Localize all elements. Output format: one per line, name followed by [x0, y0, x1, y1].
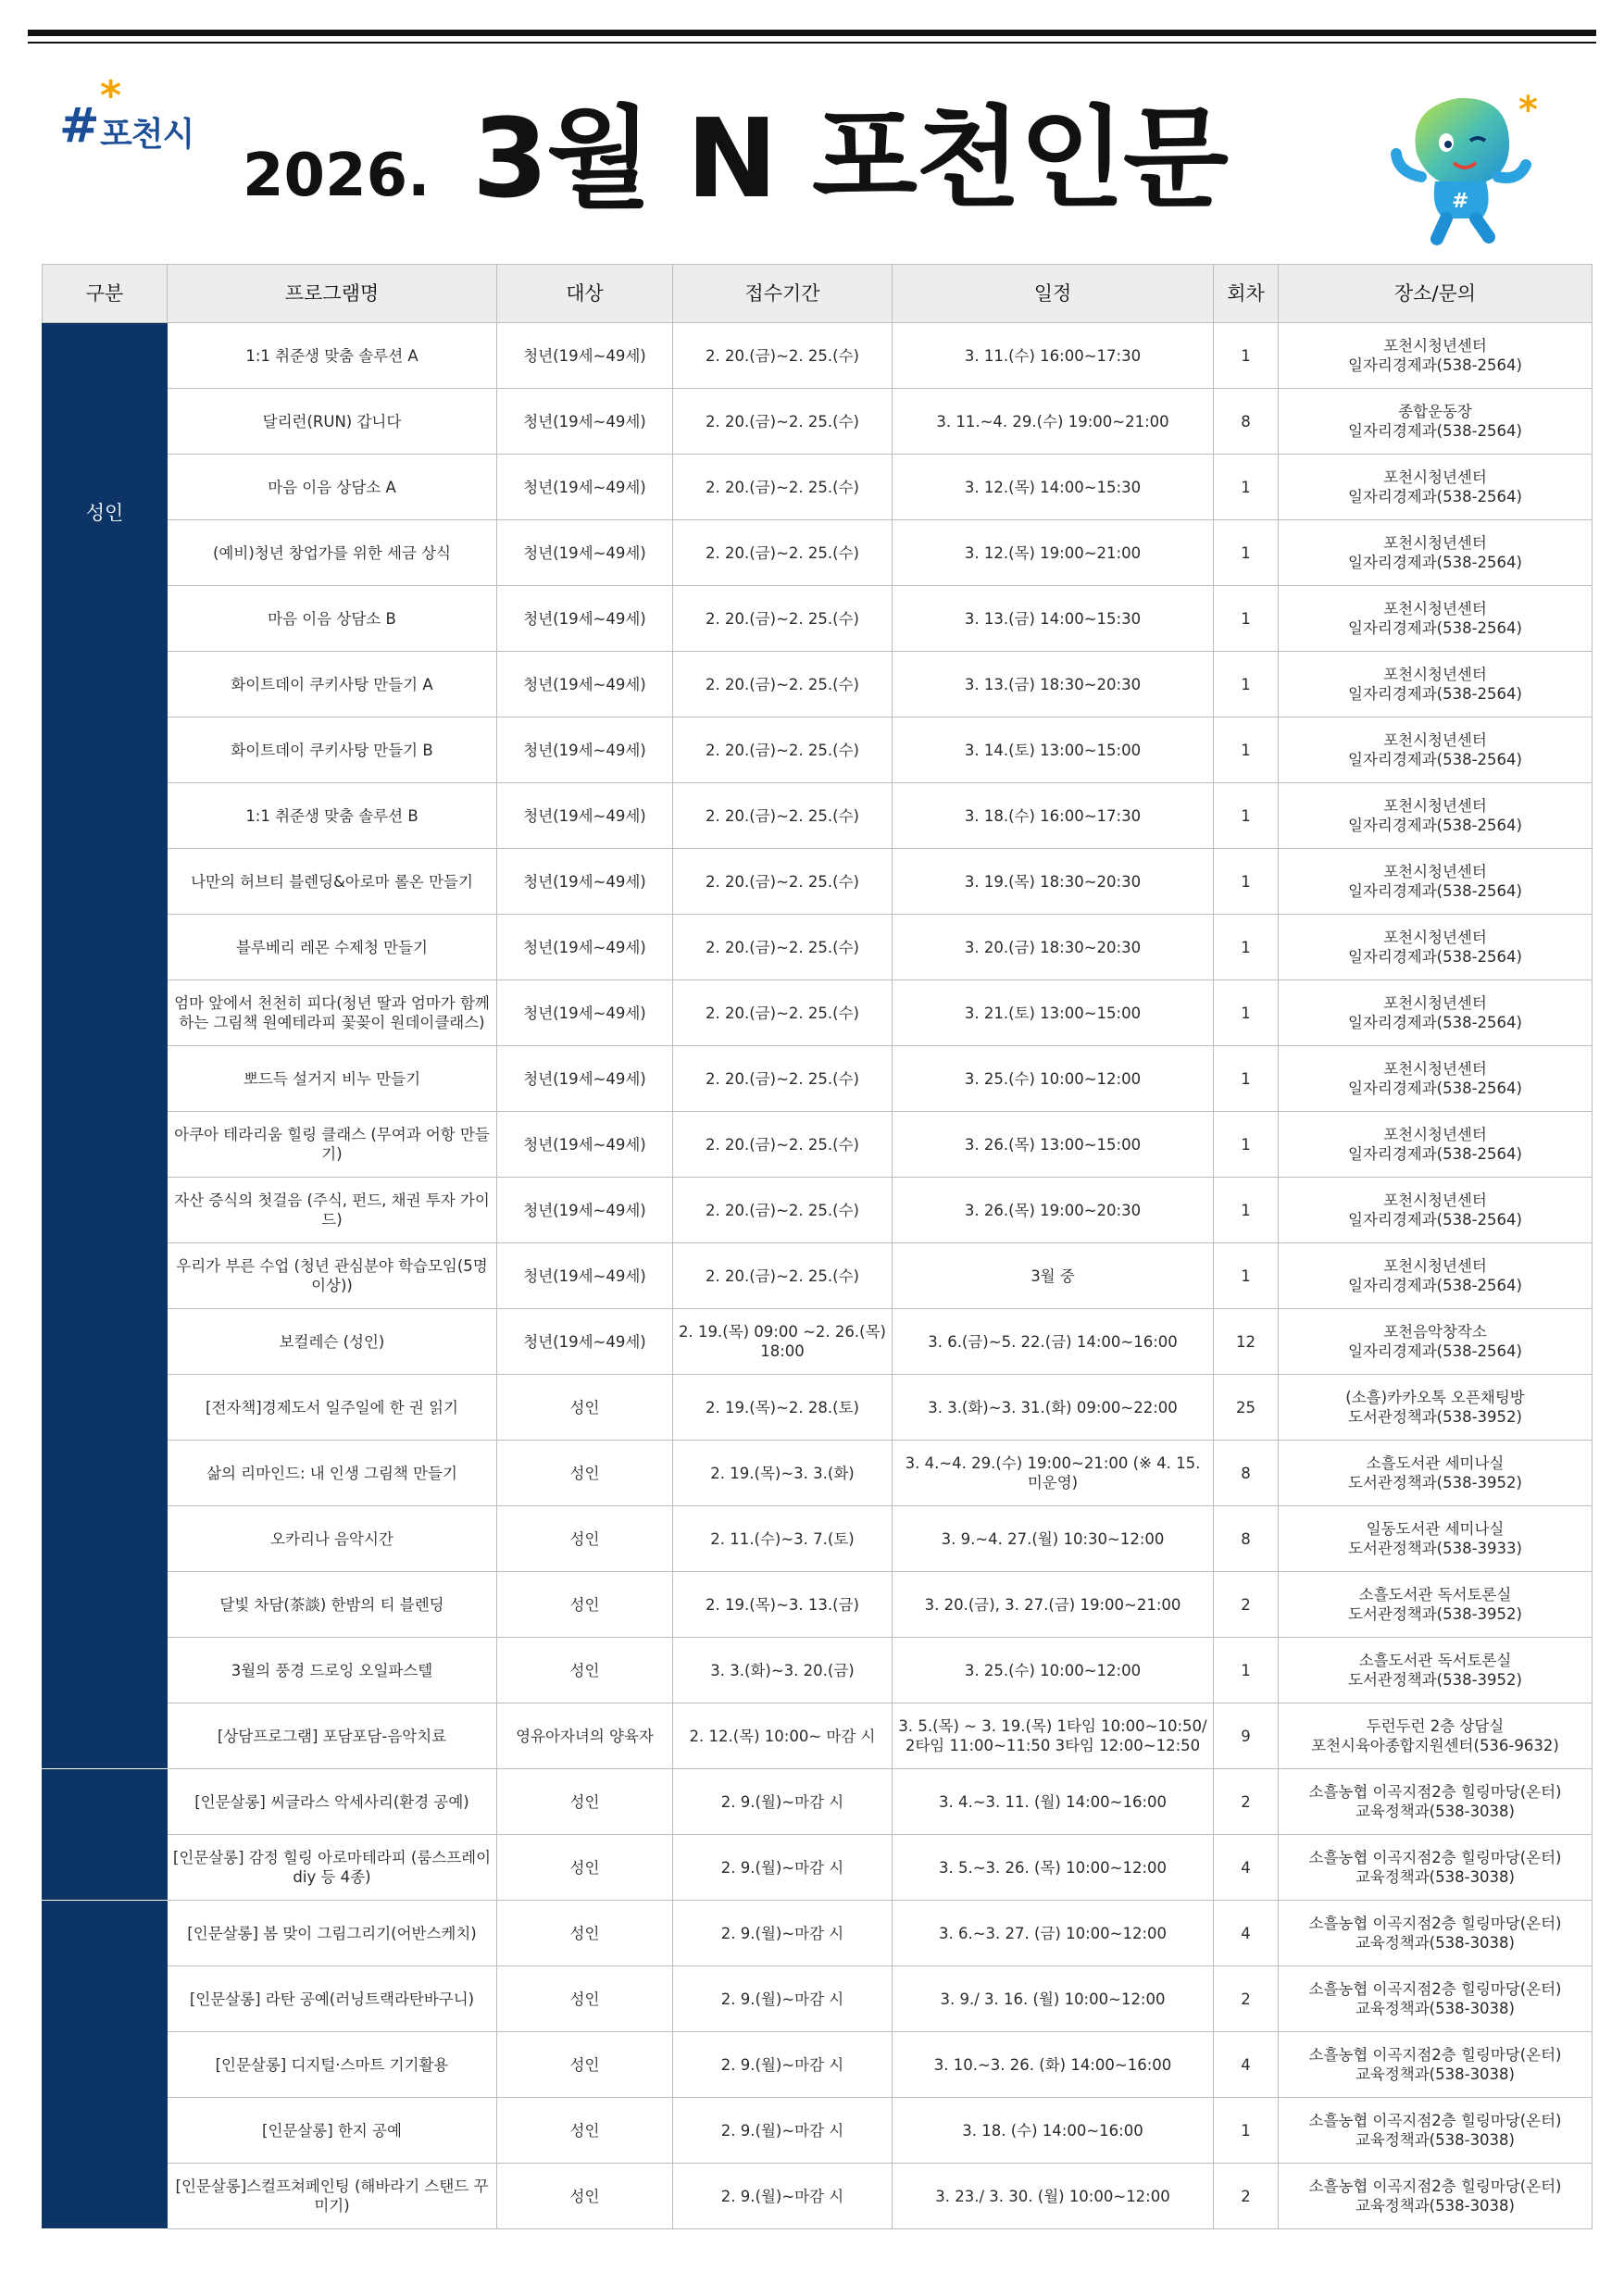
registration-period-cell: 2. 20.(금)~2. 25.(수) [673, 849, 893, 915]
table-row [43, 915, 1593, 980]
session-count-cell: 1 [1214, 1112, 1279, 1178]
place-contact-cell [1279, 849, 1593, 915]
contact-text: 일자리경제과(538-2564) [1348, 1277, 1522, 1294]
schedule-cell: 3. 23./ 3. 30. (월) 10:00~12:00 [893, 2164, 1214, 2229]
session-count-cell: 2 [1214, 1966, 1279, 2032]
registration-period-cell: 2. 9.(월)~마감 시 [673, 2164, 893, 2229]
registration-period-cell: 2. 9.(월)~마감 시 [673, 1901, 893, 1966]
registration-period-cell: 2. 20.(금)~2. 25.(수) [673, 389, 893, 455]
table-row [43, 1046, 1593, 1112]
program-name-cell: 달리런(RUN) 갑니다 [168, 389, 497, 455]
program-table [42, 264, 1593, 2229]
table-row [43, 1835, 1593, 1901]
registration-period-cell: 2. 20.(금)~2. 25.(수) [673, 1178, 893, 1243]
category-cell [43, 323, 168, 1769]
table-row [43, 1243, 1593, 1309]
session-count-cell: 2 [1214, 1769, 1279, 1835]
registration-period-cell: 2. 19.(목)~2. 28.(토) [673, 1375, 893, 1441]
place-text: 두런두런 2층 상담실 [1366, 1717, 1505, 1735]
registration-period-cell: 2. 20.(금)~2. 25.(수) [673, 520, 893, 586]
session-count-cell: 1 [1214, 520, 1279, 586]
schedule-cell: 3. 19.(목) 18:30~20:30 [893, 849, 1214, 915]
program-name-cell: [전자책]경제도서 일주일에 한 권 읽기 [168, 1375, 497, 1441]
place-contact-cell [1279, 2032, 1593, 2098]
program-name-cell: 아쿠아 테라리움 힐링 클래스 (무여과 어항 만들기) [168, 1112, 497, 1178]
session-count-cell: 1 [1214, 323, 1279, 389]
target-audience-cell: 청년(19세~49세) [497, 586, 673, 652]
target-audience-cell: 청년(19세~49세) [497, 718, 673, 783]
schedule-cell: 3. 26.(목) 13:00~15:00 [893, 1112, 1214, 1178]
table-row [43, 849, 1593, 915]
registration-period-cell: 2. 20.(금)~2. 25.(수) [673, 455, 893, 520]
program-name-cell: [인문살롱] 디지털·스마트 기기활용 [168, 2032, 497, 2098]
contact-text: 교육정책과(538-3038) [1355, 1803, 1515, 1820]
session-count-cell: 12 [1214, 1309, 1279, 1375]
registration-period-cell: 2. 20.(금)~2. 25.(수) [673, 323, 893, 389]
registration-period-cell: 2. 19.(목)~3. 3.(화) [673, 1441, 893, 1506]
table-row [43, 586, 1593, 652]
target-audience-cell: 성인 [497, 2032, 673, 2098]
place-contact-cell [1279, 1506, 1593, 1572]
program-name-cell: 1:1 취준생 맞춤 솔루션 A [168, 323, 497, 389]
program-name-cell: 화이트데이 쿠키사탕 만들기 B [168, 718, 497, 783]
contact-text: 도서관정책과(538-3952) [1348, 1408, 1522, 1426]
schedule-cell: 3. 13.(금) 18:30~20:30 [893, 652, 1214, 718]
col-header-program: 프로그램명 [168, 265, 497, 323]
contact-text: 일자리경제과(538-2564) [1348, 882, 1522, 900]
registration-period-cell: 2. 20.(금)~2. 25.(수) [673, 1112, 893, 1178]
target-audience-cell: 성인 [497, 1835, 673, 1901]
place-text: 소흘도서관 독서토론실 [1358, 1652, 1512, 1669]
schedule-cell: 3. 26.(목) 19:00~20:30 [893, 1178, 1214, 1243]
place-contact-cell [1279, 1638, 1593, 1703]
table-row [43, 389, 1593, 455]
session-count-cell: 1 [1214, 1046, 1279, 1112]
place-contact-cell [1279, 1375, 1593, 1441]
place-text: 포천시청년센터 [1383, 1192, 1487, 1209]
program-name-cell: [인문살롱] 씨글라스 악세사리(환경 공예) [168, 1769, 497, 1835]
target-audience-cell: 성인 [497, 1375, 673, 1441]
contact-text: 일자리경제과(538-2564) [1348, 751, 1522, 768]
table-row [43, 652, 1593, 718]
schedule-cell: 3. 18. (수) 14:00~16:00 [893, 2098, 1214, 2164]
table-row [43, 1572, 1593, 1638]
place-text: 소흘도서관 세미나실 [1366, 1454, 1505, 1472]
place-contact-cell [1279, 1243, 1593, 1309]
table-row [43, 323, 1593, 389]
contact-text: 교육정책과(538-3038) [1355, 2197, 1515, 2215]
target-audience-cell: 성인 [497, 2164, 673, 2229]
session-count-cell: 1 [1214, 455, 1279, 520]
place-text: 포천시청년센터 [1383, 337, 1487, 355]
session-count-cell: 1 [1214, 849, 1279, 915]
program-name-cell: [인문살롱]스컬프쳐페인팅 (해바라기 스탠드 꾸미기) [168, 2164, 497, 2229]
place-contact-cell [1279, 2098, 1593, 2164]
target-audience-cell: 청년(19세~49세) [497, 1309, 673, 1375]
place-text: 포천시청년센터 [1383, 863, 1487, 880]
target-audience-cell: 청년(19세~49세) [497, 849, 673, 915]
session-count-cell: 1 [1214, 915, 1279, 980]
session-count-cell: 9 [1214, 1703, 1279, 1769]
program-name-cell: 마음 이음 상담소 B [168, 586, 497, 652]
place-text: 종합운동장 [1398, 403, 1472, 420]
place-contact-cell [1279, 1046, 1593, 1112]
session-count-cell: 1 [1214, 652, 1279, 718]
registration-period-cell: 3. 3.(화)~3. 20.(금) [673, 1638, 893, 1703]
category-label: 성인 [85, 502, 124, 524]
registration-period-cell: 2. 19.(목) 09:00 ~2. 26.(목) 18:00 [673, 1309, 893, 1375]
contact-text: 교육정책과(538-3038) [1355, 2131, 1515, 2149]
place-text: 포천시청년센터 [1383, 1257, 1487, 1275]
schedule-cell: 3. 25.(수) 10:00~12:00 [893, 1638, 1214, 1703]
schedule-cell: 3. 12.(목) 19:00~21:00 [893, 520, 1214, 586]
place-text: 소흘농협 이곡지점2층 힐링마당(온터) [1308, 1849, 1562, 1866]
col-header-count: 회차 [1214, 265, 1279, 323]
place-contact-cell [1279, 520, 1593, 586]
place-contact-cell [1279, 586, 1593, 652]
contact-text: 일자리경제과(538-2564) [1348, 488, 1522, 505]
table-row [43, 1375, 1593, 1441]
program-name-cell: (예비)청년 창업가를 위한 세금 상식 [168, 520, 497, 586]
col-header-target: 대상 [497, 265, 673, 323]
schedule-cell: 3월 중 [893, 1243, 1214, 1309]
target-audience-cell: 청년(19세~49세) [497, 783, 673, 849]
contact-text: 도서관정책과(538-3952) [1348, 1605, 1522, 1623]
table-row [43, 1703, 1593, 1769]
program-name-cell: 블루베리 레몬 수제청 만들기 [168, 915, 497, 980]
category-cell [43, 1901, 168, 2229]
place-contact-cell [1279, 1966, 1593, 2032]
registration-period-cell: 2. 9.(월)~마감 시 [673, 1966, 893, 2032]
session-count-cell: 2 [1214, 1572, 1279, 1638]
place-text: 포천시청년센터 [1383, 1126, 1487, 1143]
program-name-cell: 3월의 풍경 드로잉 오일파스텔 [168, 1638, 497, 1703]
target-audience-cell: 청년(19세~49세) [497, 980, 673, 1046]
schedule-cell: 3. 18.(수) 16:00~17:30 [893, 783, 1214, 849]
place-contact-cell [1279, 1703, 1593, 1769]
target-audience-cell: 청년(19세~49세) [497, 389, 673, 455]
place-contact-cell [1279, 2164, 1593, 2229]
table-row [43, 1441, 1593, 1506]
place-contact-cell [1279, 1835, 1593, 1901]
table-row [43, 980, 1593, 1046]
target-audience-cell: 성인 [497, 1638, 673, 1703]
target-audience-cell: 성인 [497, 1769, 673, 1835]
table-row [43, 1112, 1593, 1178]
program-name-cell: 화이트데이 쿠키사탕 만들기 A [168, 652, 497, 718]
schedule-cell: 3. 3.(화)~3. 31.(화) 09:00~22:00 [893, 1375, 1214, 1441]
target-audience-cell: 영유아자녀의 양육자 [497, 1703, 673, 1769]
contact-text: 포천시육아종합지원센터(536-9632) [1311, 1737, 1559, 1754]
table-header-row [43, 265, 1593, 323]
program-name-cell: [인문살롱] 한지 공예 [168, 2098, 497, 2164]
schedule-cell: 3. 6.~3. 27. (금) 10:00~12:00 [893, 1901, 1214, 1966]
registration-period-cell: 2. 9.(월)~마감 시 [673, 1769, 893, 1835]
target-audience-cell: 청년(19세~49세) [497, 1046, 673, 1112]
registration-period-cell: 2. 9.(월)~마감 시 [673, 2032, 893, 2098]
place-text: 소흘농협 이곡지점2층 힐링마당(온터) [1308, 2112, 1562, 2129]
place-contact-cell [1279, 389, 1593, 455]
place-text: 소흘농협 이곡지점2층 힐링마당(온터) [1308, 1980, 1562, 1998]
target-audience-cell: 청년(19세~49세) [497, 455, 673, 520]
contact-text: 일자리경제과(538-2564) [1348, 619, 1522, 637]
registration-period-cell: 2. 20.(금)~2. 25.(수) [673, 652, 893, 718]
program-name-cell: 1:1 취준생 맞춤 솔루션 B [168, 783, 497, 849]
place-contact-cell [1279, 1112, 1593, 1178]
session-count-cell: 1 [1214, 718, 1279, 783]
table-row [43, 2032, 1593, 2098]
target-audience-cell: 청년(19세~49세) [497, 1112, 673, 1178]
registration-period-cell: 2. 20.(금)~2. 25.(수) [673, 718, 893, 783]
table-row [43, 1638, 1593, 1703]
program-name-cell: 달빛 차담(茶談) 한밤의 티 블렌딩 [168, 1572, 497, 1638]
session-count-cell: 25 [1214, 1375, 1279, 1441]
target-audience-cell: 성인 [497, 2098, 673, 2164]
place-text: (소흘)카카오톡 오픈채팅방 [1345, 1389, 1525, 1406]
contact-text: 일자리경제과(538-2564) [1348, 1211, 1522, 1229]
registration-period-cell: 2. 9.(월)~마감 시 [673, 2098, 893, 2164]
col-header-period: 접수기간 [673, 265, 893, 323]
place-text: 포천시청년센터 [1383, 666, 1487, 683]
contact-text: 교육정책과(538-3038) [1355, 2065, 1515, 2083]
place-contact-cell [1279, 1572, 1593, 1638]
table-row [43, 2164, 1593, 2229]
place-contact-cell [1279, 1309, 1593, 1375]
schedule-cell: 3. 6.(금)~5. 22.(금) 14:00~16:00 [893, 1309, 1214, 1375]
contact-text: 도서관정책과(538-3952) [1348, 1474, 1522, 1491]
target-audience-cell: 청년(19세~49세) [497, 323, 673, 389]
registration-period-cell: 2. 20.(금)~2. 25.(수) [673, 915, 893, 980]
contact-text: 교육정책과(538-3038) [1355, 1934, 1515, 1952]
place-contact-cell [1279, 1901, 1593, 1966]
table-row [43, 783, 1593, 849]
contact-text: 일자리경제과(538-2564) [1348, 685, 1522, 703]
schedule-cell: 3. 5.(목) ~ 3. 19.(목) 1타임 10:00~10:50/ 2타임 11:00~11:50 3타임 12:00~12:50 [893, 1703, 1214, 1769]
place-contact-cell [1279, 1769, 1593, 1835]
place-contact-cell [1279, 783, 1593, 849]
schedule-cell: 3. 11.~4. 29.(수) 19:00~21:00 [893, 389, 1214, 455]
place-contact-cell [1279, 915, 1593, 980]
contact-text: 일자리경제과(538-2564) [1348, 422, 1522, 440]
place-text: 포천시청년센터 [1383, 468, 1487, 486]
year-label: 2026. [243, 142, 431, 210]
table-row [43, 520, 1593, 586]
target-audience-cell: 청년(19세~49세) [497, 1178, 673, 1243]
table-row [43, 1506, 1593, 1572]
session-count-cell: 1 [1214, 2098, 1279, 2164]
schedule-cell: 3. 4.~4. 29.(수) 19:00~21:00 (※ 4. 15. 미운영) [893, 1441, 1214, 1506]
place-text: 소흘농협 이곡지점2층 힐링마당(온터) [1308, 1915, 1562, 1932]
session-count-cell: 8 [1214, 1506, 1279, 1572]
mascot-icon [1380, 89, 1546, 246]
table-row [43, 455, 1593, 520]
place-contact-cell [1279, 1441, 1593, 1506]
target-audience-cell: 성인 [497, 1506, 673, 1572]
col-header-schedule: 일정 [893, 265, 1214, 323]
target-audience-cell: 성인 [497, 1441, 673, 1506]
svg-text:*: * [1518, 89, 1538, 131]
contact-text: 일자리경제과(538-2564) [1348, 1342, 1522, 1360]
schedule-cell: 3. 12.(목) 14:00~15:30 [893, 455, 1214, 520]
category-cell [43, 1769, 168, 1901]
table-row [43, 1309, 1593, 1375]
place-contact-cell [1279, 455, 1593, 520]
page-title: 3월 N 포천인문 [472, 94, 1227, 222]
schedule-cell: 3. 13.(금) 14:00~15:30 [893, 586, 1214, 652]
registration-period-cell: 2. 12.(목) 10:00~ 마감 시 [673, 1703, 893, 1769]
program-name-cell: 나만의 허브티 블렌딩&아로마 롤온 만들기 [168, 849, 497, 915]
program-name-cell: 오카리나 음악시간 [168, 1506, 497, 1572]
program-name-cell: 엄마 앞에서 천천히 피다(청년 딸과 엄마가 함께하는 그림책 원예테라피 꽃꽂이 원데이클래스) [168, 980, 497, 1046]
place-text: 포천시청년센터 [1383, 600, 1487, 618]
col-header-category: 구분 [43, 265, 168, 323]
registration-period-cell: 2. 20.(금)~2. 25.(수) [673, 783, 893, 849]
registration-period-cell: 2. 19.(목)~3. 13.(금) [673, 1572, 893, 1638]
schedule-cell: 3. 9.~4. 27.(월) 10:30~12:00 [893, 1506, 1214, 1572]
schedule-cell: 3. 4.~3. 11. (월) 14:00~16:00 [893, 1769, 1214, 1835]
contact-text: 일자리경제과(538-2564) [1348, 1145, 1522, 1163]
program-name-cell: [인문살롱] 감정 힐링 아로마테라피 (룸스프레이 diy 등 4종) [168, 1835, 497, 1901]
session-count-cell: 1 [1214, 1178, 1279, 1243]
place-contact-cell [1279, 718, 1593, 783]
contact-text: 일자리경제과(538-2564) [1348, 817, 1522, 834]
program-name-cell: [인문살롱] 라탄 공예(러닝트랙라탄바구니) [168, 1966, 497, 2032]
contact-text: 도서관정책과(538-3952) [1348, 1671, 1522, 1689]
contact-text: 일자리경제과(538-2564) [1348, 356, 1522, 374]
place-text: 소흘도서관 독서토론실 [1358, 1586, 1512, 1603]
session-count-cell: 1 [1214, 1243, 1279, 1309]
session-count-cell: 1 [1214, 586, 1279, 652]
session-count-cell: 4 [1214, 1835, 1279, 1901]
program-name-cell: 우리가 부른 수업 (청년 관심분야 학습모임(5명 이상)) [168, 1243, 497, 1309]
target-audience-cell: 성인 [497, 1572, 673, 1638]
place-text: 포천시청년센터 [1383, 797, 1487, 815]
schedule-cell: 3. 9./ 3. 16. (월) 10:00~12:00 [893, 1966, 1214, 2032]
place-contact-cell [1279, 323, 1593, 389]
registration-period-cell: 2. 11.(수)~3. 7.(토) [673, 1506, 893, 1572]
session-count-cell: 8 [1214, 389, 1279, 455]
top-rule-thin [28, 42, 1596, 44]
schedule-cell: 3. 5.~3. 26. (목) 10:00~12:00 [893, 1835, 1214, 1901]
target-audience-cell: 청년(19세~49세) [497, 652, 673, 718]
session-count-cell: 4 [1214, 1901, 1279, 1966]
program-name-cell: 뽀드득 설거지 비누 만들기 [168, 1046, 497, 1112]
place-contact-cell [1279, 652, 1593, 718]
place-text: 포천시청년센터 [1383, 731, 1487, 749]
place-contact-cell [1279, 980, 1593, 1046]
program-name-cell: [상담프로그램] 포담포담-음악치료 [168, 1703, 497, 1769]
schedule-cell: 3. 11.(수) 16:00~17:30 [893, 323, 1214, 389]
registration-period-cell: 2. 20.(금)~2. 25.(수) [673, 1046, 893, 1112]
place-contact-cell [1279, 1178, 1593, 1243]
contact-text: 일자리경제과(538-2564) [1348, 1014, 1522, 1031]
session-count-cell: 1 [1214, 783, 1279, 849]
session-count-cell: 1 [1214, 1638, 1279, 1703]
schedule-cell: 3. 21.(토) 13:00~15:00 [893, 980, 1214, 1046]
logo-text: 포천시 [100, 116, 194, 154]
schedule-cell: 3. 25.(수) 10:00~12:00 [893, 1046, 1214, 1112]
program-name-cell: 마음 이음 상담소 A [168, 455, 497, 520]
place-text: 포천시청년센터 [1383, 929, 1487, 946]
hashtag-icon: # [59, 98, 100, 154]
target-audience-cell: 청년(19세~49세) [497, 520, 673, 586]
top-rule-thick [28, 30, 1596, 36]
table-row [43, 1901, 1593, 1966]
session-count-cell: 1 [1214, 980, 1279, 1046]
col-header-place: 장소/문의 [1279, 265, 1593, 323]
contact-text: 일자리경제과(538-2564) [1348, 948, 1522, 966]
contact-text: 일자리경제과(538-2564) [1348, 554, 1522, 571]
place-text: 포천음악창작소 [1383, 1323, 1487, 1341]
target-audience-cell: 청년(19세~49세) [497, 1243, 673, 1309]
program-name-cell: [인문살롱] 봄 맞이 그림그리기(어반스케치) [168, 1901, 497, 1966]
place-text: 소흘농협 이곡지점2층 힐링마당(온터) [1308, 2177, 1562, 2195]
table-row [43, 718, 1593, 783]
schedule-cell: 3. 10.~3. 26. (화) 14:00~16:00 [893, 2032, 1214, 2098]
program-name-cell: 삶의 리마인드: 내 인생 그림책 만들기 [168, 1441, 497, 1506]
session-count-cell: 8 [1214, 1441, 1279, 1506]
schedule-cell: 3. 20.(금), 3. 27.(금) 19:00~21:00 [893, 1572, 1214, 1638]
program-name-cell: 자산 증식의 첫걸음 (주식, 펀드, 채권 투자 가이드) [168, 1178, 497, 1243]
contact-text: 교육정책과(538-3038) [1355, 1868, 1515, 1886]
table-row [43, 1966, 1593, 2032]
contact-text: 도서관정책과(538-3933) [1348, 1540, 1522, 1557]
place-text: 포천시청년센터 [1383, 534, 1487, 552]
table-row [43, 2098, 1593, 2164]
contact-text: 일자리경제과(538-2564) [1348, 1079, 1522, 1097]
place-text: 소흘농협 이곡지점2층 힐링마당(온터) [1308, 2046, 1562, 2064]
schedule-cell: 3. 20.(금) 18:30~20:30 [893, 915, 1214, 980]
place-text: 포천시청년센터 [1383, 1060, 1487, 1078]
table-row [43, 1769, 1593, 1835]
place-text: 소흘농협 이곡지점2층 힐링마당(온터) [1308, 1783, 1562, 1801]
target-audience-cell: 성인 [497, 1901, 673, 1966]
registration-period-cell: 2. 20.(금)~2. 25.(수) [673, 980, 893, 1046]
registration-period-cell: 2. 20.(금)~2. 25.(수) [673, 1243, 893, 1309]
schedule-cell: 3. 14.(토) 13:00~15:00 [893, 718, 1214, 783]
contact-text: 교육정책과(538-3038) [1355, 2000, 1515, 2017]
session-count-cell: 2 [1214, 2164, 1279, 2229]
registration-period-cell: 2. 20.(금)~2. 25.(수) [673, 586, 893, 652]
registration-period-cell: 2. 9.(월)~마감 시 [673, 1835, 893, 1901]
session-count-cell: 4 [1214, 2032, 1279, 2098]
place-text: 포천시청년센터 [1383, 994, 1487, 1012]
target-audience-cell: 성인 [497, 1966, 673, 2032]
target-audience-cell: 청년(19세~49세) [497, 915, 673, 980]
star-icon: * [100, 72, 122, 119]
table-row [43, 1178, 1593, 1243]
pocheon-logo [59, 72, 226, 163]
program-name-cell: 보컬레슨 (성인) [168, 1309, 497, 1375]
svg-text:#: # [1452, 190, 1469, 213]
place-text: 일동도서관 세미나실 [1366, 1520, 1505, 1538]
